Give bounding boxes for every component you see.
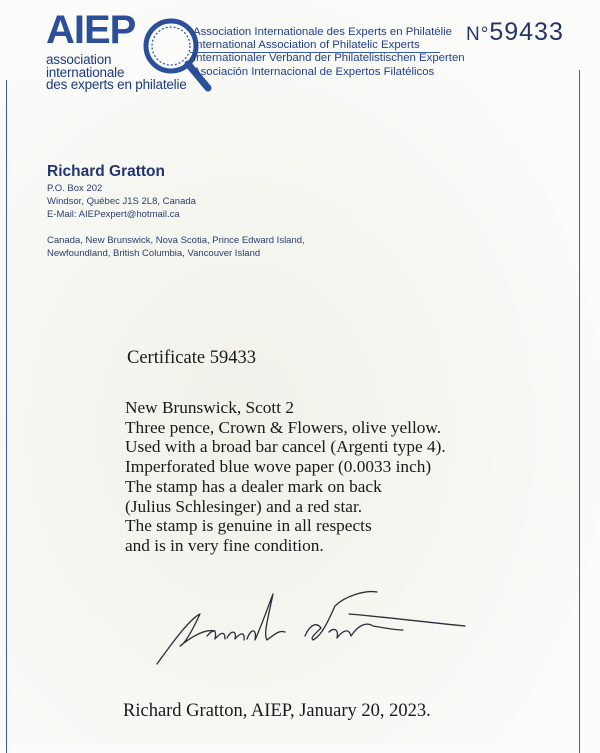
address-line: P.O. Box 202 (47, 183, 103, 194)
address-line: Windsor, Québec J1S 2L8, Canada (47, 195, 196, 207)
email-line: E-Mail: AIEPexpert@hotmail.ca (47, 208, 180, 220)
description-line: Imperforated blue wove paper (0.0033 inch) (125, 457, 432, 477)
certificate-description (125, 398, 446, 556)
description-line: New Brunswick, Scott 2 (125, 398, 294, 417)
association-name-fr: Association Internationale des Experts en Philatélie (193, 26, 452, 38)
signed-by-line: Richard Gratton, AIEP, January 20, 2023. (123, 701, 431, 721)
association-name-en: International Association of Philatelic Experts (193, 39, 420, 52)
description-line: The stamp has a dealer mark on back (125, 476, 382, 496)
certificate-number: N°59433 (466, 18, 564, 46)
description-line: The stamp is genuine in all respects (125, 516, 372, 536)
association-name-de: Internationaler Verband der Philatelistischen Experten (193, 52, 465, 65)
logo-acronym: AIEP (46, 8, 136, 52)
logo-subtitle: association internationale des experts en philatelie (46, 52, 187, 92)
certificate-title: Certificate 59433 (127, 348, 256, 368)
description-line: (Julius Schlesinger) and a red star. (125, 496, 363, 516)
expert-name: Richard Gratton (47, 163, 165, 180)
description-line: Used with a broad bar cancel (Argenti type 4). (125, 437, 446, 457)
handwritten-signature (145, 584, 475, 674)
description-line: Three pence, Crown & Flowers, olive yellow. (125, 417, 442, 437)
expert-address (47, 183, 196, 221)
association-name-es: Asociación Internacional de Expertos Filatélicos (193, 65, 435, 78)
expert-regions: Canada, New Brunswick, Nova Scotia, Prince Edward Island, Newfoundland, British Columbia, Vancouver Island (47, 235, 305, 259)
description-line: and is in very fine condition. (125, 535, 324, 555)
aiep-logo (46, 8, 186, 90)
association-names (193, 26, 465, 79)
